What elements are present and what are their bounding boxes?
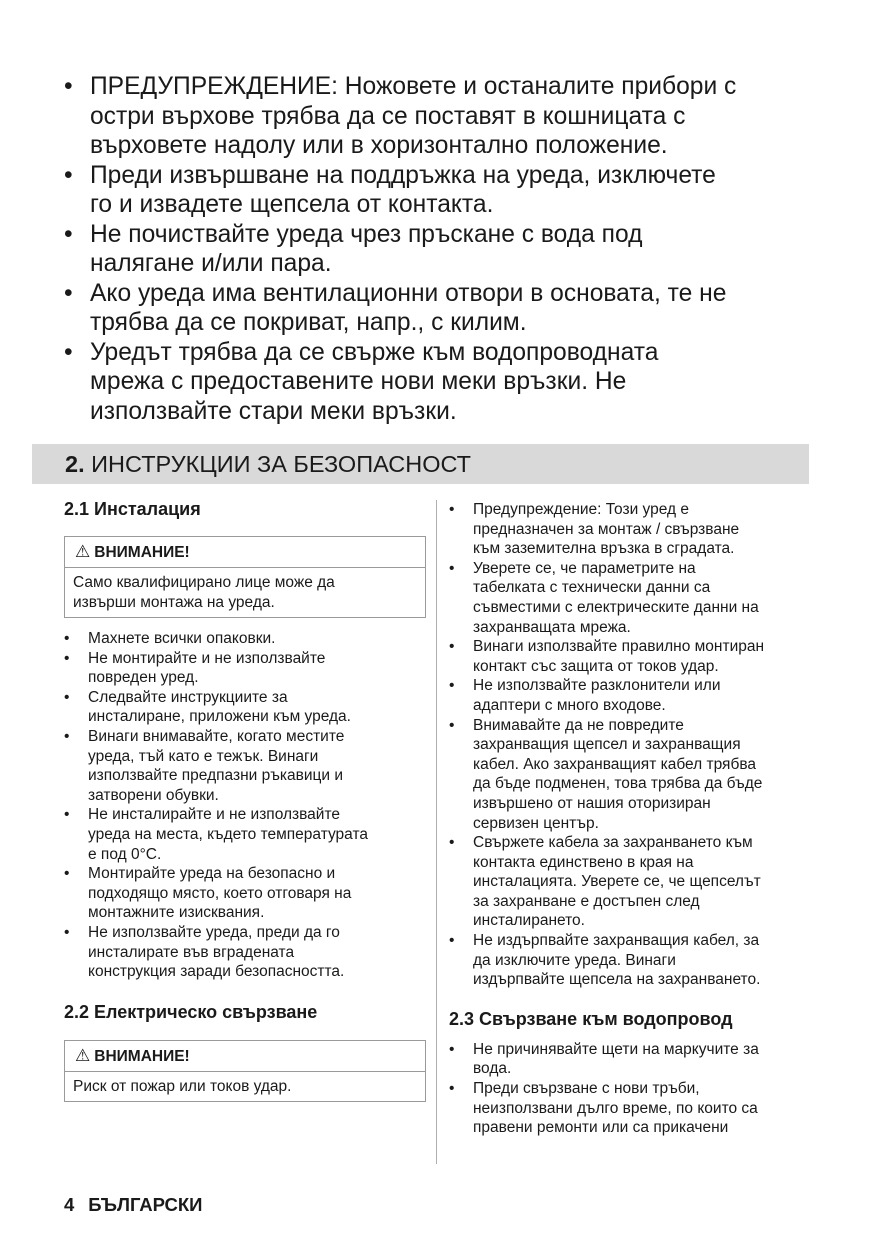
text-line: Винаги внимавайте, когато местите — [88, 727, 345, 745]
text-line: мрежа с предоставените нови меки връзки. Не — [90, 368, 627, 395]
installation-heading: 2.1 Инсталация — [64, 499, 201, 519]
bullet-icon: • — [449, 716, 455, 734]
text-line: сервизен център. — [473, 814, 599, 832]
water-heading: 2.3 Свързване към водопровод — [449, 1008, 733, 1029]
bullet-icon: • — [449, 1040, 455, 1058]
list-item — [62, 161, 822, 220]
list-item — [64, 649, 426, 688]
list-item — [62, 220, 822, 279]
electrical-heading: 2.2 Електрическо свързване — [64, 1001, 318, 1022]
text-line: Внимавайте да не повредите — [473, 716, 684, 734]
text-line: ПРЕДУПРЕЖДЕНИЕ: Ножовете и останалите прибори с — [90, 73, 737, 100]
bullet-icon: • — [449, 1080, 455, 1098]
installation-warning-label: ВНИМАНИЕ! — [94, 544, 190, 561]
text-line: извършено от нашия оторизиран — [473, 794, 711, 812]
text-line: правени ремонти или са прикачени — [473, 1119, 729, 1137]
text-line: повреден уред. — [88, 669, 199, 687]
text-line: Не издърпвайте захранващия кабел, за — [473, 932, 760, 950]
electrical-warning-box — [64, 1040, 426, 1103]
text-line: да изключите уреда. Винаги — [473, 951, 676, 969]
section-title-text: ИНСТРУКЦИИ ЗА БЕЗОПАСНОСТ — [91, 451, 472, 477]
warning-triangle-icon: ⚠ — [75, 542, 91, 561]
text-line: инсталирате във вградената — [88, 943, 295, 961]
list-item — [62, 338, 822, 427]
bullet-icon: • — [449, 501, 455, 518]
text-line: налягане и/или пара. — [90, 250, 332, 277]
electrical-warning-text — [65, 1072, 425, 1102]
list-item — [62, 279, 822, 338]
text-line: вода. — [473, 1060, 512, 1078]
text-line: контакта единствено в края на — [473, 853, 694, 871]
top-warning-list — [62, 72, 822, 426]
water-list — [449, 1040, 819, 1138]
text-line: Предупреждение: Този уред е — [473, 501, 690, 518]
bullet-icon: • — [64, 279, 73, 307]
list-item — [449, 1079, 819, 1138]
bullet-icon: • — [449, 932, 455, 950]
footer-language: БЪЛГАРСКИ — [88, 1194, 203, 1215]
text-line: Не използвайте разклонители или — [473, 677, 721, 695]
text-line: го и извадете щепсела от контакта. — [90, 191, 494, 218]
text-line: Махнете всички опаковки. — [88, 630, 276, 647]
bullet-icon: • — [64, 630, 70, 647]
list-item — [449, 833, 819, 931]
text-line: Ако уреда има вентилационни отвори в основата, те не — [90, 279, 727, 307]
bullet-icon: • — [449, 638, 455, 656]
text-line: използвайте стари меки връзки. — [90, 397, 457, 425]
text-line: за захранване е достъпен след — [473, 892, 700, 910]
bullet-icon: • — [449, 559, 455, 577]
text-line: Свържете кабела за захранването към — [473, 834, 753, 852]
text-line: монтажните изисквания. — [88, 904, 265, 922]
text-line: уреда, тъй като е тежък. Винаги — [88, 747, 319, 765]
text-line: Не причинявайте щети на маркучите за — [473, 1040, 759, 1058]
text-line: да бъде подменен, това трябва да бъде — [473, 775, 763, 793]
text-line: към заземителна връзка в сградата. — [473, 540, 735, 558]
text-line: Следвайте инструкциите за — [88, 688, 288, 706]
electrical-warning-header — [65, 1041, 425, 1072]
installation-warning-box — [64, 536, 426, 618]
text-line: предназначен за монтаж / свързване — [473, 520, 740, 538]
bullet-icon: • — [64, 73, 73, 100]
text-line: остри върхове трябва да се поставят в кошницата с — [90, 102, 686, 130]
list-item — [64, 629, 426, 649]
installation-list — [64, 629, 426, 982]
list-item — [64, 727, 426, 805]
section-title — [65, 451, 471, 477]
bullet-icon: • — [64, 865, 70, 883]
page-footer — [64, 1194, 202, 1216]
list-item — [449, 716, 819, 834]
text-line: извърши монтажа на уреда. — [73, 593, 275, 611]
text-line: издърпвайте щепсела на захранването. — [473, 971, 761, 989]
text-line: Не използвайте уреда, преди да го — [88, 923, 340, 941]
bullet-icon: • — [449, 677, 455, 695]
text-line: конструкция заради безопасността. — [88, 963, 345, 981]
text-line: захранващата мрежа. — [473, 618, 631, 636]
bullet-icon: • — [449, 834, 455, 852]
text-line: е под 0°C. — [88, 845, 162, 863]
bullet-icon: • — [64, 161, 73, 189]
list-item — [64, 805, 426, 864]
text-line: Не монтирайте и не използвайте — [88, 649, 326, 667]
text-line: Преди извършване на поддръжка на уреда, изключете — [90, 161, 716, 189]
text-line: уреда на места, където температурата — [88, 825, 368, 843]
section-header-bar — [32, 444, 809, 484]
list-item — [64, 688, 426, 727]
bullet-icon: • — [64, 220, 73, 248]
list-item — [64, 864, 426, 923]
text-line: неизползвани дълго време, по които са — [473, 1099, 758, 1117]
text-line: инсталиране, приложени към уреда. — [88, 708, 351, 726]
electrical-list — [449, 500, 819, 990]
section-number: 2. — [65, 451, 85, 477]
text-line: захранващия щепсел и захранващия — [473, 736, 741, 754]
text-line: върховете надолу или в хоризонтално положение. — [90, 132, 668, 159]
list-item — [449, 1040, 819, 1079]
text-line: адаптери с много входове. — [473, 696, 666, 714]
text-line: Риск от пожар или токов удар. — [73, 1077, 292, 1095]
bullet-icon: • — [64, 688, 70, 706]
text-line: Уредът трябва да се свърже към водопроводната — [90, 338, 659, 366]
right-column — [449, 500, 819, 1138]
text-line: използвайте предпазни ръкавици и — [88, 767, 344, 785]
bullet-icon: • — [64, 338, 73, 366]
text-line: Само квалифицирано лице може да — [73, 574, 335, 591]
list-item — [62, 72, 822, 161]
text-line: затворени обувки. — [88, 786, 219, 804]
bullet-icon: • — [64, 923, 70, 941]
text-line: табелката с технически данни са — [473, 579, 711, 597]
text-line: Не инсталирайте и не използвайте — [88, 806, 341, 824]
text-line: Уверете се, че параметрите на — [473, 559, 696, 577]
text-line: съвместими с електрическите данни на — [473, 598, 759, 616]
bullet-icon: • — [64, 649, 70, 667]
list-item — [449, 637, 819, 676]
text-line: инсталирането. — [473, 912, 585, 930]
bullet-icon: • — [64, 806, 70, 824]
list-item — [449, 931, 819, 990]
installation-warning-text — [65, 568, 425, 617]
column-divider — [436, 500, 437, 1164]
text-line: контакт със защита от токов удар. — [473, 657, 719, 675]
list-item — [449, 676, 819, 715]
text-line: трябва да се покриват, напр., с килим. — [90, 309, 527, 336]
electrical-warning-label: ВНИМАНИЕ! — [94, 1047, 190, 1065]
bullet-icon: • — [64, 727, 70, 745]
warning-triangle-icon: ⚠ — [75, 1045, 91, 1065]
installation-warning-header — [65, 537, 425, 568]
text-line: подходящо място, което отговаря на — [88, 884, 352, 902]
page-number: 4 — [64, 1194, 75, 1215]
left-column — [64, 498, 426, 1102]
list-item — [449, 500, 819, 559]
text-line: Не почиствайте уреда чрез пръскане с вода под — [90, 220, 643, 248]
text-line: Монтирайте уреда на безопасно и — [88, 865, 336, 883]
text-line: кабел. Ако захранващият кабел трябва — [473, 755, 756, 773]
list-item — [64, 923, 426, 982]
text-line: Преди свързване с нови тръби, — [473, 1080, 700, 1098]
list-item — [449, 559, 819, 637]
text-line: Винаги използвайте правилно монтиран — [473, 638, 765, 656]
text-line: инсталацията. Уверете се, че щепселът — [473, 873, 761, 891]
